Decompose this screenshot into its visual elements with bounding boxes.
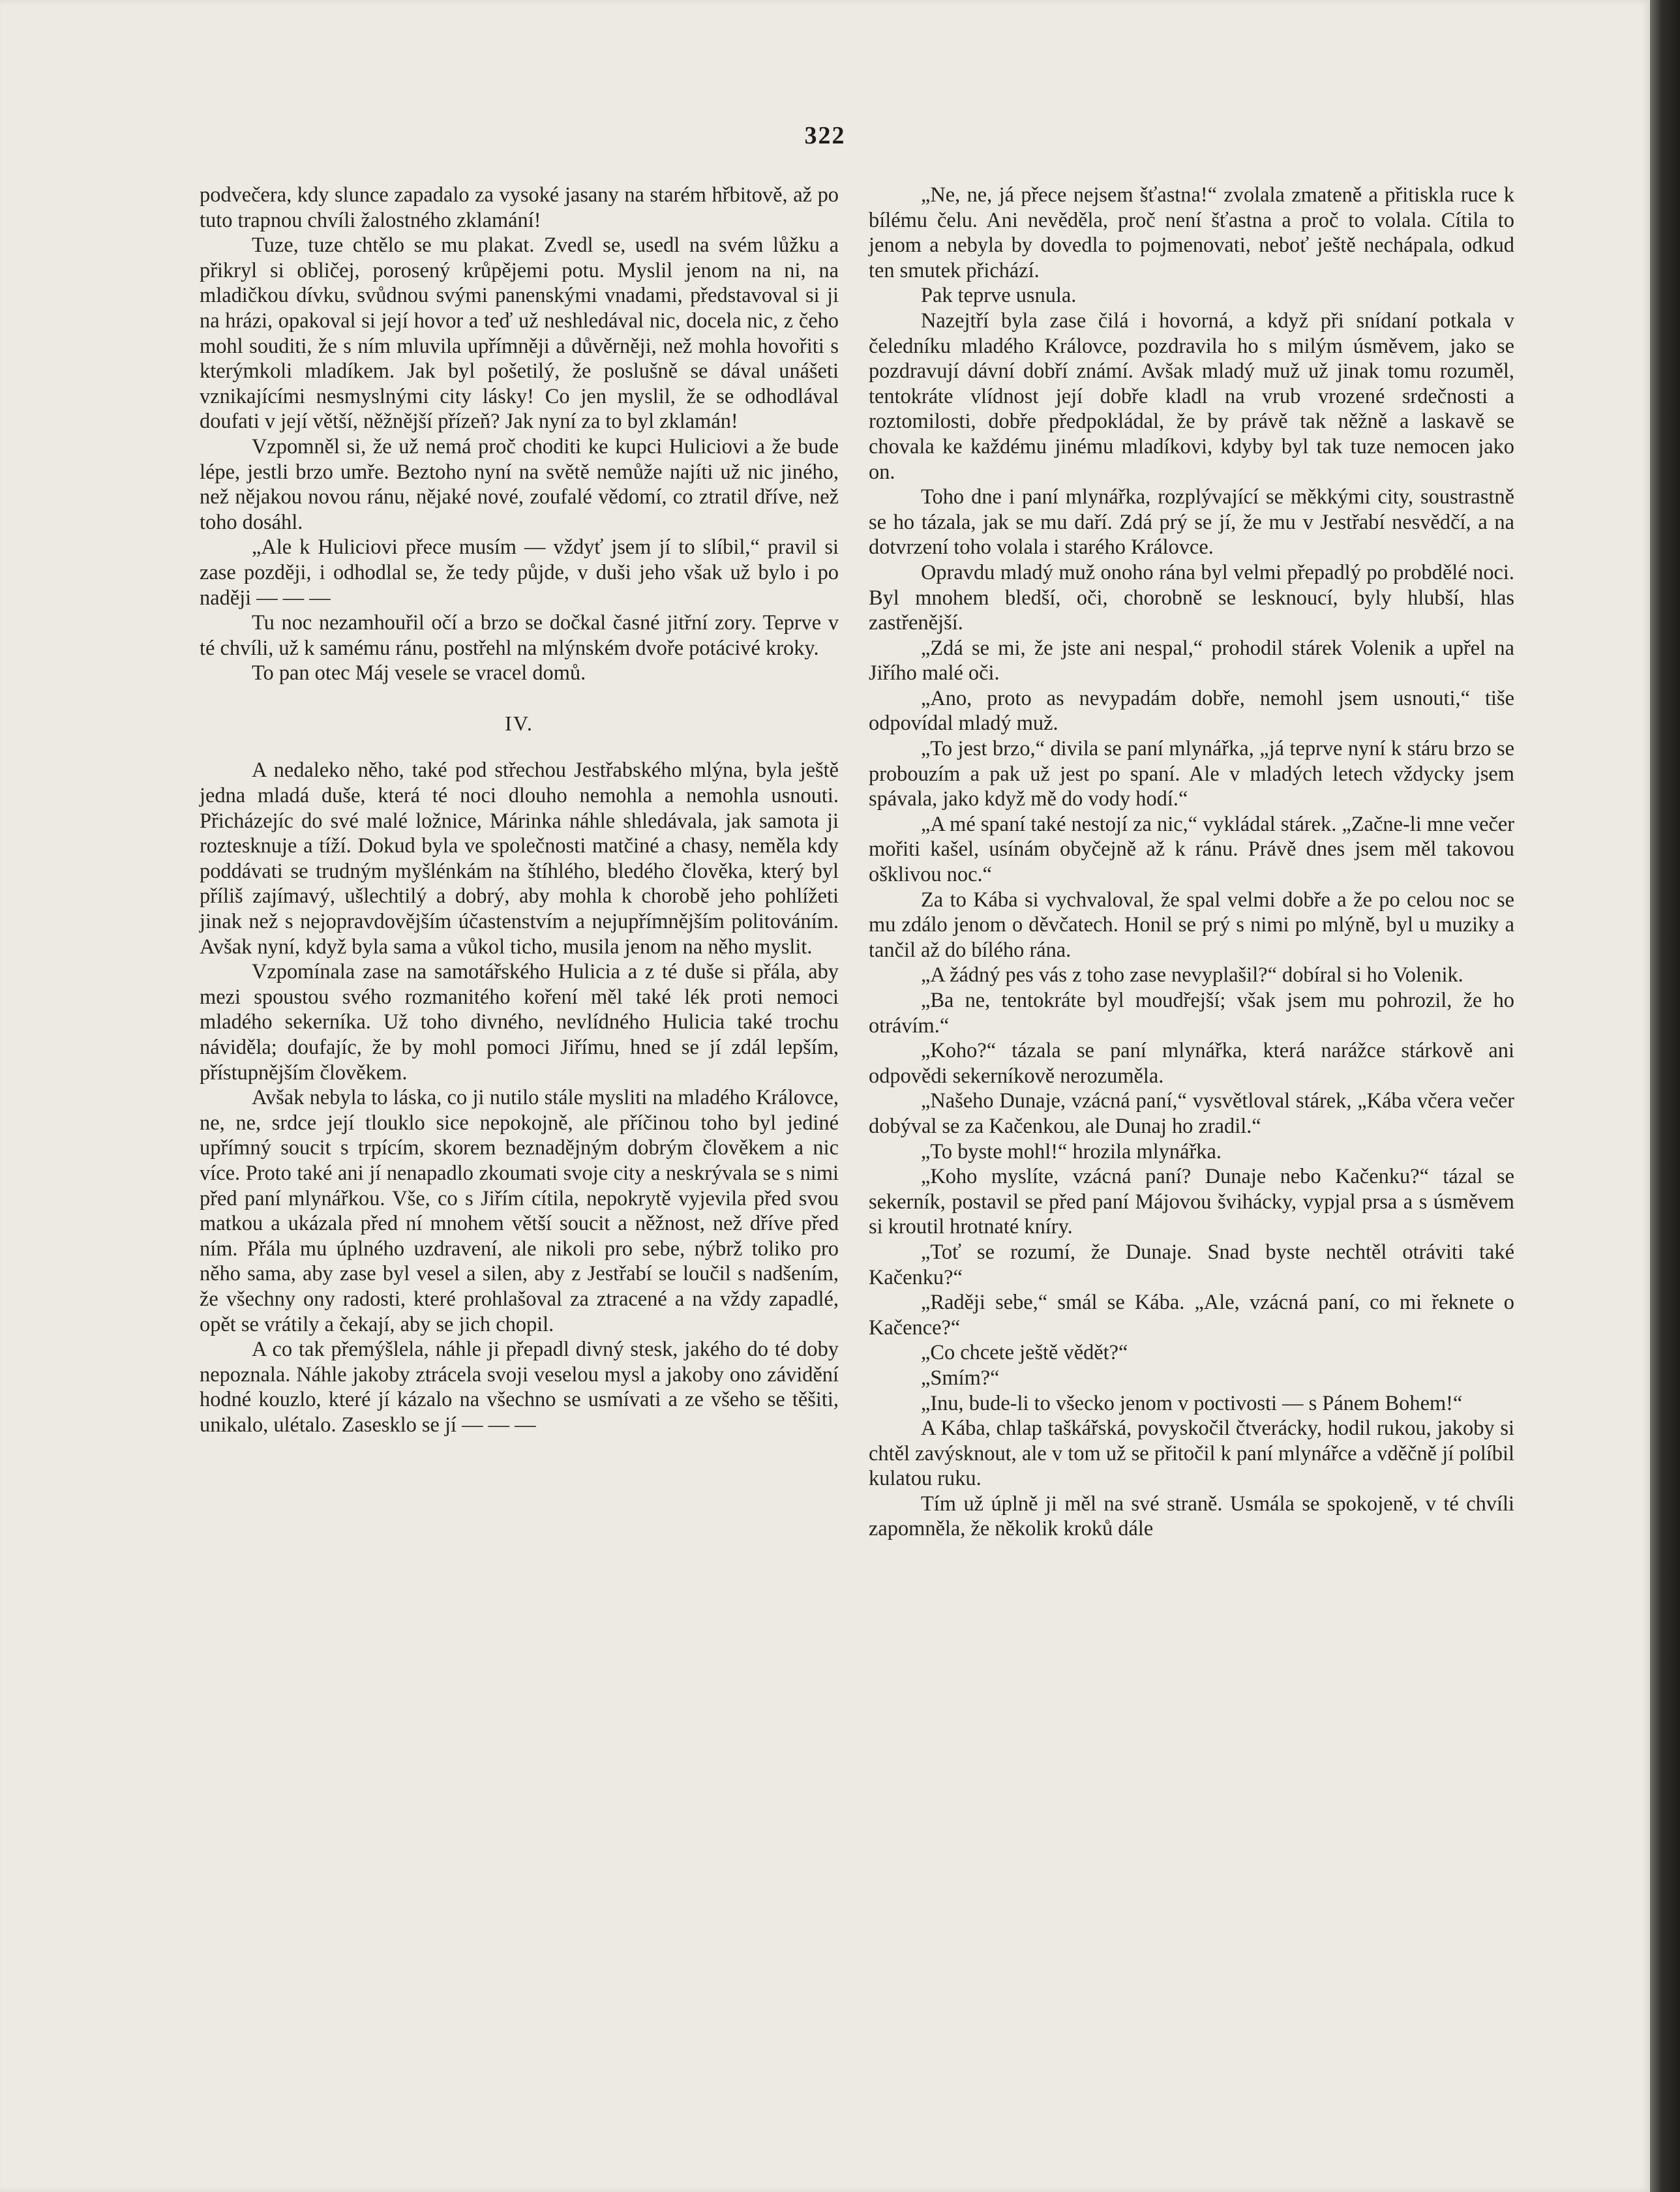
paragraph: To pan otec Máj vesele se vracel domů. (252, 661, 586, 685)
paragraph: Opravdu mladý muž onoho rána byl velmi přepadlý po probdělé noci. Byl mnohem bledší, oči, chorobně se lesknoucí, byly hlubší, hlas zastřenější. (869, 560, 1514, 635)
paragraph: „Našeho Dunaje, vzácná paní,“ vysvětloval stárek, „Kába včera večer dobýval se za Kačenkou, ale Dunaj ho zradil.“ (869, 1089, 1514, 1138)
paragraph: „To byste mohl!“ hrozila mlynářka. (921, 1139, 1222, 1164)
paragraph: Nazejtří byla zase čilá i hovorná, a když při snídaní potkala v čeledníku mladého Královce, pozdravila ho s milým úsměvem, jako se pozdravují dávní dobří známí. Avšak mladý muž už jinak tomu rozuměl, tentokráte vlídnost její dobře kladl na vrub vrozené srdečnosti a roztomilosti, dobře předpokládal, že by právě tak něžně a laskavě se chovala ke každému jinému mladíkovi, kdyby byl tak tuze nemocen jako on. (869, 308, 1514, 484)
paragraph: Tu noc nezamhouřil očí a brzo se dočkal časné jitřní zory. Teprve v té chvíli, už k samému ránu, postřehl na mlýnském dvoře potácivé kroky. (200, 611, 839, 660)
paragraph: „To jest brzo,“ divila se paní mlynářka, „já teprve nyní k stáru brzo se probouzím a pak už jest po spaní. Ale v mladých letech vždycky jsem spávala, jako když mě do vody hodí.“ (869, 737, 1514, 811)
paragraph: podvečera, kdy slunce zapadalo za vysoké jasany na starém hřbitově, až po tuto trapnou chvíli žalostného zklamání! (200, 183, 839, 232)
paragraph: A co tak přemýšlela, náhle ji přepadl divný stesk, jakého do té doby nepoznala. Náhle jakoby ztrácela svoji veselou mysl a jakoby ono závidění hodné kouzlo, které jí kázalo na všechno se usmívati a ze všeho se těšiti, unikalo, ulétalo. Zasesklo se jí — — — (200, 1338, 839, 1437)
book-edge-shadow (1650, 0, 1680, 2192)
paragraph: „Koho myslíte, vzácná paní? Dunaje nebo Kačenku?“ tázal se sekerník, postavil se před paní Májovou švihácky, vypjal prsa a s úsměvem si kroutil hrotnaté kníry. (869, 1165, 1514, 1239)
paragraph: „A mé spaní také nestojí za nic,“ vykládal stárek. „Začne-li mne večer mořiti kašel, usínám obyčejně až k ránu. Právě dnes jsem měl takovou ošklivou noc.“ (869, 812, 1514, 887)
paragraph: A nedaleko něho, také pod střechou Jestřabského mlýna, byla ještě jedna mladá duše, která té noci dlouho nemohla a nemohla usnouti. Přicházejíc do své malé ložnice, Márinka náhle shledávala, jak samota ji roztesknuje a tíží. Dokud byla ve společnosti matčiné a chasy, neměla kdy poddávati se trudným myšlénkám na štíhlého, bledého člověka, který byl příliš zajímavý, ušlechtilý a dobrý, aby mohla k chorobě jeho pohlížeti jinak než s nejopravdovějším účastenstvím a nejupřímnějším politováním. Avšak nyní, když byla sama a vůkol ticho, musila jenom na něho myslit. (200, 758, 839, 959)
paragraph: Avšak nebyla to láska, co ji nutilo stále mysliti na mladého Královce, ne, ne, srdce její tlouklo sice nepokojně, ale příčinou toho byl jediné upřímný soucit s trpícím, skorem beznadějným dobrým člověkem a nic více. Proto také ani jí nenapadlo zkoumati svoje city a neskrývala se s nimi před paní mlynářkou. Vše, co s Jiřím cítila, nepokrytě vyjevila před svou matkou a ukázala před ní mnohem větší soucit a něžnost, než dříve před ním. Přála mu úplného uzdravení, ale nikoli pro sebe, nýbrž toliko pro něho sama, aby zase byl vesel a silen, aby z Jestřabí se loučil s nadšením, že všechny ony radosti, které prohlašoval za ztracené a na vždy zapadlé, opět se vrátily a čekají, aby se jich chopil. (200, 1086, 839, 1336)
paragraph: „Raději sebe,“ smál se Kába. „Ale, vzácná paní, co mi řeknete o Kačence?“ (869, 1291, 1514, 1340)
paragraph: Vzpomínala zase na samotářského Hulicia a z té duše si přála, aby mezi spoustou svého rozmanitého koření měl také lék proti nemoci mladého sekerníka. Už toho divného, nevlídného Hulicia také trochu náviděla; doufajíc, že by mohl pomoci Jiřímu, hned se jí zdál lepším, přístupnějším člověkem. (200, 960, 839, 1085)
paragraph: A Kába, chlap taškářská, povyskočil čtverácky, hodil rukou, jakoby si chtěl zavýsknout, ale v tom už se přitočil k paní mlynářce a vděčně jí políbil kulatou ruku. (869, 1417, 1514, 1491)
paragraph: „Zdá se mi, že jste ani nespal,“ prohodil stárek Volenik a upřel na Jiřího malé oči. (869, 636, 1514, 685)
right-column (869, 183, 1514, 1542)
paragraph: Toho dne i paní mlynářka, rozplývající se měkkými city, soustrastně se ho tázala, jak se mu daří. Zdá prý se jí, že mu v Jestřabí nesvědčí, a na dotvrzení toho volala i starého Královce. (869, 485, 1514, 560)
paragraph: Tuze, tuze chtělo se mu plakat. Zvedl se, usedl na svém lůžku a přikryl si obličej, porosený krůpějemi potu. Myslil jenom na ni, na mladičkou dívku, svůdnou svými panenskými vnadami, představoval si ji na hrázi, opakoval si její hovor a teď už neshledával nic, docela nic, z čeho mohl souditi, že s ním mluvila upřímněji a důvěrněji, než mohla hovořiti s kterýmkoli mladíkem. Jak byl pošetilý, že poslušně se dával unášeti vznikajícími nesmyslnými city lásky! Co jen myslil, že se odhodlával doufati v její větší, něžnější přízeň? Jak nyní za to byl zklamán! (200, 233, 839, 434)
section-heading: IV. (505, 711, 533, 735)
left-paragraphs-after (200, 758, 839, 1437)
paragraph: „Smím?“ (921, 1366, 1000, 1390)
paragraph: „Ale k Huliciovi přece musím — vždyť jsem jí to slíbil,“ pravil si zase později, i odhodlal se, že tedy půjde, v duši jeho však už bylo i po naději — — — (200, 535, 839, 610)
paragraph: „Ba ne, tentokráte byl moudřejší; však jsem mu pohrozil, že ho otrávím.“ (869, 989, 1514, 1038)
page-number: 322 (804, 122, 846, 149)
paragraph: „Koho?“ tázala se paní mlynářka, která narážce stárkově ani odpovědi sekerníkově nerozuměla. (869, 1039, 1514, 1088)
paragraph: Za to Kába si vychvaloval, že spal velmi dobře a že po celou noc se mu zdálo jenom o děvčatech. Honil se prý s nimi po mlýně, byl u muziky a tančil až do bílého rána. (869, 888, 1514, 962)
paragraph: Pak teprve usnula. (921, 284, 1077, 308)
left-paragraphs-before (200, 183, 839, 686)
paragraph: „Ano, proto as nevypadám dobře, nemohl jsem usnouti,“ tiše odpovídal mladý muž. (869, 686, 1514, 736)
paragraph: Vzpomněl si, že už nemá proč choditi ke kupci Huliciovi a že bude lépe, jestli brzo umře. Beztoho nyní na světě nemůže najíti už nic jiného, než nějakou novou ránu, nějaké nové, zoufalé vědomí, co ztratil dříve, než toho dosáhl. (200, 434, 839, 534)
paragraph: „Inu, bude-li to všecko jenom v poctivosti — s Pánem Bohem!“ (921, 1391, 1463, 1415)
paragraph: „A žádný pes vás z toho zase nevyplašil?“ dobíral si ho Volenik. (921, 963, 1463, 987)
paragraph: „Co chcete ještě vědět?“ (921, 1341, 1128, 1365)
paragraph: „Toť se rozumí, že Dunaje. Snad byste nechtěl otráviti také Kačenku?“ (869, 1240, 1514, 1289)
left-column (200, 183, 839, 1438)
paragraph: Tím už úplně ji měl na své straně. Usmála se spokojeně, v té chvíli zapomněla, že několik kroků dále (869, 1492, 1514, 1541)
paragraph: „Ne, ne, já přece nejsem šťastna!“ zvolala zmateně a přitiskla ruce k bílému čelu. Ani nevěděla, proč není šťastna a proč to volala. Cítila to jenom a nebyla by dovedla to pojmenovati, neboť ještě nechápala, odkud ten smutek přichází. (869, 183, 1514, 282)
